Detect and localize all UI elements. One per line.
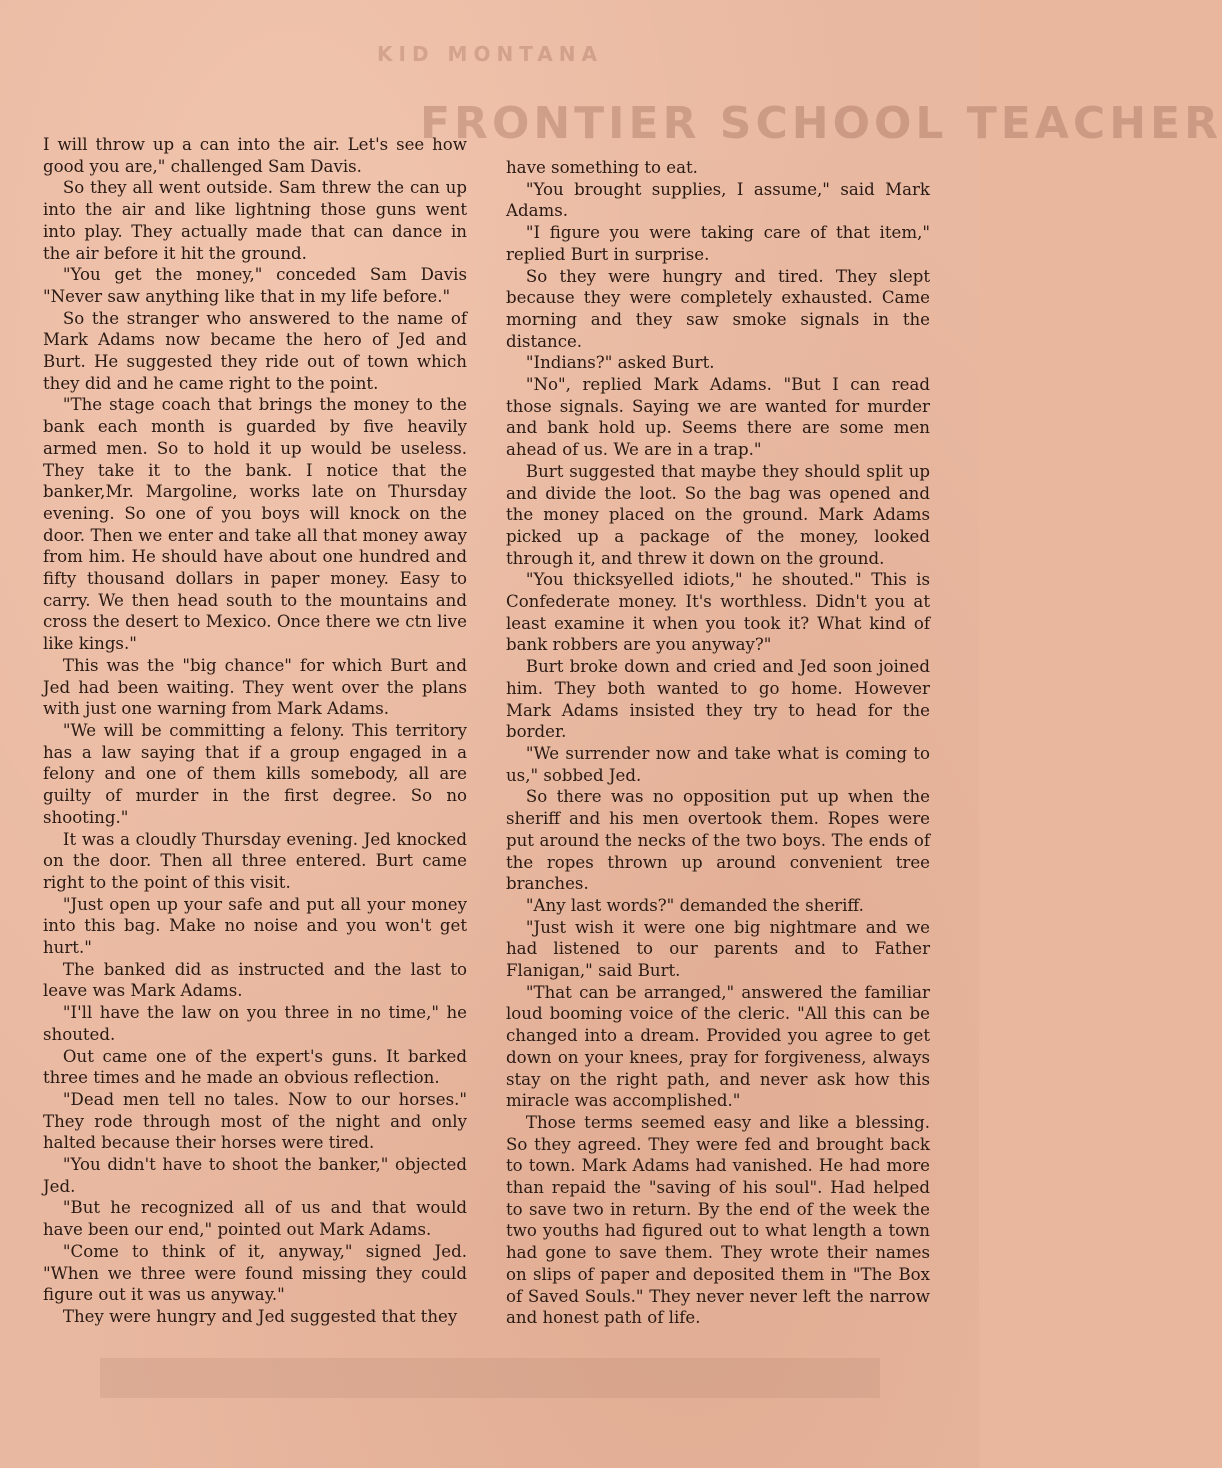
paragraph: "You thicksyelled idiots," he shouted." This is Confederate money. It's worthless. Didn't you at least examine it when you took it? What kind of bank robbers are you anyway?" [506, 570, 930, 655]
paragraph: Burt suggested that maybe they should split up and divide the loot. So the bag was opened and the money placed on the ground. Mark Adams picked up a package of the money, looked through it, and threw it down on the ground. [506, 461, 930, 568]
paragraph: Out came one of the expert's guns. It barked three times and he made an obvious reflection. [43, 1046, 467, 1088]
paragraph: Burt broke down and cried and Jed soon joined him. They both wanted to go home. However Mark Adams insisted they try to head for the border. [506, 657, 930, 742]
paragraph: "Just open up your safe and put all your money into this bag. Make no noise and you won't get hurt." [43, 894, 467, 958]
paragraph: "I'll have the law on you three in no time," he shouted. [43, 1003, 467, 1044]
bleed-through-panel [100, 1358, 880, 1398]
paragraph: "Just wish it were one big nightmare and we had listened to our parents and to Father Flanigan," said Burt. [506, 917, 930, 981]
paragraph: Those terms seemed easy and like a blessing. So they agreed. They were fed and brought back to town. Mark Adams had vanished. He had more than repaid the "saving of his soul". Had helped to save two in return. By the end of the week the two youths had figured out to what length a town had gone to save them. They wrote their names on slips of paper and deposited them in "The Box of Saved Souls." They never never left the narrow and honest path of life. [506, 1112, 930, 1328]
paragraph: It was a cloudly Thursday evening. Jed knocked on the door. Then all three entered. Burt came right to the point of this visit. [43, 829, 467, 892]
paragraph: "Dead men tell no tales. Now to our horses." They rode through most of the night and only halted because their horses were tired. [43, 1089, 467, 1153]
paragraph: "You get the money," conceded Sam Davis "Never saw anything like that in my life before." [43, 265, 467, 306]
bleed-through-series-name: KID MONTANA [377, 42, 603, 66]
paragraph: "We surrender now and take what is coming to us," sobbed Jed. [506, 743, 930, 785]
paragraph: This was the "big chance" for which Burt and Jed had been waiting. They went over the plans with just one warning from Mark Adams. [43, 655, 467, 719]
paragraph: "You brought supplies, I assume," said Mark Adams. [506, 179, 930, 221]
paragraph: "The stage coach that brings the money to the bank each month is guarded by five heavily armed men. So to hold it up would be useless. They take it to the bank. I notice that the banker,Mr. Margoline, works late on Thursday evening. So one of you boys will knock on the door. Then we enter and take all that money away from him. He should have about one hundred and fifty thousand dollars in paper money. Easy to carry. We then head south to the mountains and cross the desert to Mexico. Once there we ctn live like kings." [43, 395, 467, 654]
paragraph: "We will be committing a felony. This territory has a law saying that if a group engaged in a felony and one of them kills somebody, all are guilty of murder in the first degree. So no shooting." [43, 720, 467, 827]
bleed-through-story-title: FRONTIER SCHOOL TEACHER [420, 98, 1222, 149]
paragraph: "Any last words?" demanded the sheriff. [525, 895, 864, 915]
left-text-column [43, 134, 467, 1328]
paragraph: "That can be arranged," answered the familiar loud booming voice of the cleric. "All this can be changed into a dream. Provided you agree to get down on your knees, pray for forgiveness, always stay on the right path, and never ask how this miracle was accomplished." [506, 982, 930, 1111]
paragraph: "Indians?" asked Burt. [525, 353, 715, 373]
paragraph: "Come to think of it, anyway," signed Jed. "When we three were found missing they could figure out it was us anyway." [43, 1241, 467, 1305]
paragraph: So there was no opposition put up when the sheriff and his men overtook them. Ropes were put around the necks of the two boys. The ends of the ropes thrown up around convenient tree branches. [506, 787, 930, 894]
paragraph: I will throw up a can into the air. Let's see how good you are," challenged Sam Davis. [43, 135, 467, 176]
paragraph: So the stranger who answered to the name of Mark Adams now became the hero of Jed and Burt. He suggested they ride out of town which they did and he came right to the point. [43, 308, 467, 393]
paragraph: "No", replied Mark Adams. "But I can read those signals. Saying we are wanted for murder and bank hold up. Seems there are some men ahead of us. We are in a trap." [506, 375, 930, 460]
paragraph: "But he recognized all of us and that would have been our end," pointed out Mark Adams. [43, 1198, 467, 1240]
paragraph: So they were hungry and tired. They slept because they were completely exhausted. Came morning and they saw smoke signals in the distance. [506, 266, 930, 351]
paragraph: So they all went outside. Sam threw the can up into the air and like lightning those guns went into play. They actually made that can dance in the air before it hit the ground. [43, 178, 467, 263]
paragraph: They were hungry and Jed suggested that they [62, 1306, 458, 1326]
right-text-column [506, 157, 930, 1329]
paragraph: "You didn't have to shoot the banker," objected Jed. [43, 1155, 467, 1196]
paragraph: have something to eat. [506, 158, 698, 177]
paragraph: The banked did as instructed and the last to leave was Mark Adams. [43, 959, 467, 1001]
paragraph: "I figure you were taking care of that item," replied Burt in surprise. [506, 223, 930, 264]
